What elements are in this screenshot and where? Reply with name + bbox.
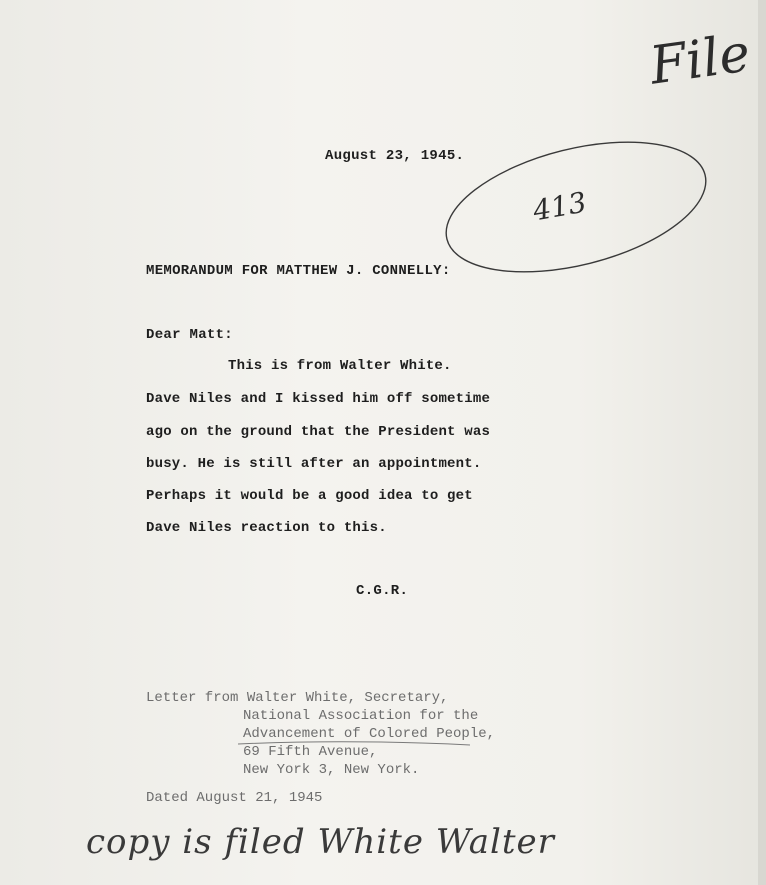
memo-heading: MEMORANDUM FOR MATTHEW J. CONNELLY:	[146, 263, 451, 279]
memo-body-line: ago on the ground that the President was	[146, 424, 491, 440]
memo-body-line: This is from Walter White.	[228, 358, 452, 374]
stamp-number: 413	[530, 185, 589, 228]
enclosure-dated: Dated August 21, 1945	[146, 790, 323, 806]
enclosure-line: Letter from Walter White, Secretary,	[146, 690, 449, 706]
memo-signature: C.G.R.	[356, 583, 409, 599]
copy-filed-handwritten-note: copy is filed White Walter	[86, 822, 555, 862]
enclosure-line: Advancement of Colored People,	[243, 726, 496, 742]
memo-body-line: Dave Niles reaction to this.	[146, 520, 387, 536]
enclosure-line: New York 3, New York.	[243, 762, 420, 778]
memo-date: August 23, 1945.	[325, 148, 465, 164]
enclosure-line: National Association for the	[243, 708, 479, 724]
enclosure-line: 69 Fifth Avenue,	[243, 744, 378, 760]
memo-body-line: busy. He is still after an appointment.	[146, 456, 482, 472]
memo-salutation: Dear Matt:	[146, 327, 234, 343]
file-handwritten-note: File	[646, 23, 754, 97]
memo-body-line: Dave Niles and I kissed him off sometime	[146, 391, 491, 407]
memo-body-line: Perhaps it would be a good idea to get	[146, 488, 473, 504]
